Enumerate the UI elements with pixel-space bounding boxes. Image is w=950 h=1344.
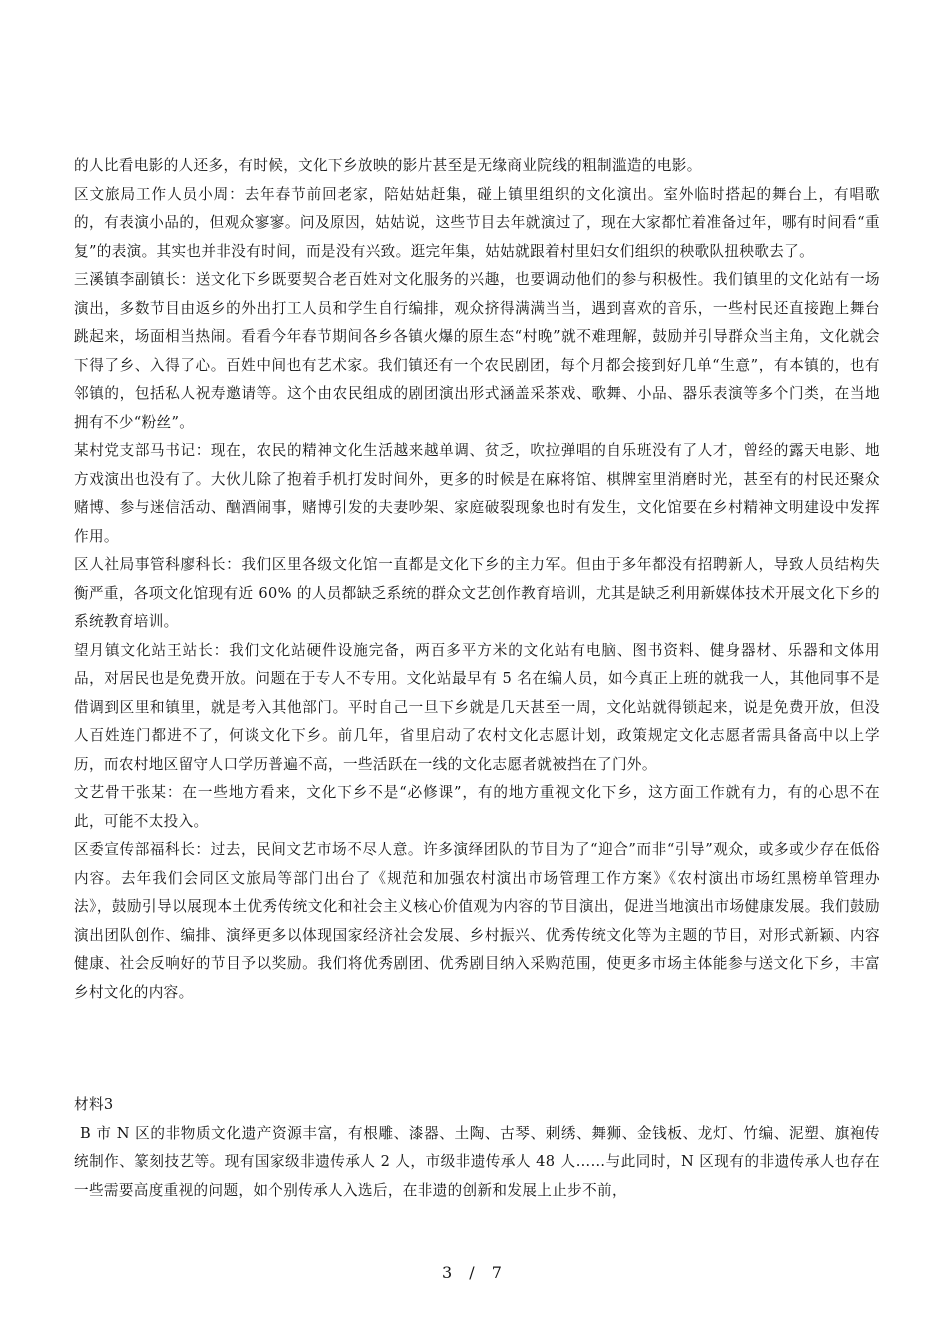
document-body	[74, 152, 880, 1205]
section-spacer	[74, 1007, 880, 1091]
paragraph-zhang-backbone: 文艺骨干张某：在一些地方看来，文化下乡不是“必修课”，有的地方重视文化下乡，这方面工作就有力，有的心思不在此，可能不太投入。	[74, 784, 880, 830]
paragraph-film-continuation: 的人比看电影的人还多，有时候，文化下乡放映的影片甚至是无缘商业院线的粗制滥造的电影。	[74, 157, 702, 174]
paragraph-xiaozhou: 区文旅局工作人员小周：去年春节前回老家，陪姑姑赶集，碰上镇里组织的文化演出。室外临时搭起的舞台上，有唱歌的，有表演小品的，但观众寥寥。问及原因，姑姑说，这些节目去年就演过了，现在大家都忙着准备过年，哪有时间看“重复”的表演。其实也并非没有时间，而是没有兴致。逛完年集，姑姑就跟着村里妇女们组织的秧歌队扭秧歌去了。	[74, 185, 880, 260]
paragraph-li-deputy-mayor: 三溪镇李副镇长：送文化下乡既要契合老百姓对文化服务的兴趣，也要调动他们的参与积极性。我们镇里的文化站有一场演出，多数节目由返乡的外出打工人员和学生自行编排，观众挤得满满当当，遇到喜欢的音乐，一些村民还直接跑上舞台跳起来，场面相当热闹。看看今年春节期间各乡各镇火爆的原生态“村晚”就不难理解，鼓励并引导群众当主角，文化就会下得了乡、入得了心。百姓中间也有艺术家。我们镇还有一个农民剧团，每个月都会接到好几单“生意”，有本镇的，也有邻镇的，包括私人祝寿邀请等。这个由农民组成的剧团演出形式涵盖采茶戏、歌舞、小品、器乐表演等多个门类，在当地拥有不少“粉丝”。	[74, 271, 880, 431]
page-number: 3 / 7	[442, 1263, 508, 1282]
paragraph-fu-section-chief: 区委宣传部福科长：过去，民间文艺市场不尽人意。许多演绎团队的节目为了“迎合”而非“引导”观众，或多或少存在低俗内容。去年我们会同区文旅局等部门出台了《规范和加强农村演出市场管理工作方案》《农村演出市场红黑榜单管理办法》，鼓励引导以展现本土优秀传统文化和社会主义核心价值观为内容的节目演出，促进当地演出市场健康发展。我们鼓励演出团队创作、编排、演绎更多以体现国家经济社会发展、乡村振兴、优秀传统文化等为主题的节目，对形式新颖、内容健康、社会反响好的节目予以奖励。我们将优秀剧团、优秀剧目纳入采购范围，使更多市场主体能参与送文化下乡，丰富乡村文化的内容。	[74, 841, 880, 1001]
paragraph-liao-section-chief: 区人社局事管科廖科长：我们区里各级文化馆一直都是文化下乡的主力军。但由于多年都没有招聘新人，导致人员结构失衡严重，各项文化馆现有近 60% 的人员都缺乏系统的群众文艺创作教育培训，尤其是缺乏利用新媒体技术开展文化下乡的系统教育培训。	[74, 556, 880, 630]
paragraph-ma-secretary: 某村党支部马书记：现在，农民的精神文化生活越来越单调、贫乏，吹拉弹唱的自乐班没有了人才，曾经的露天电影、地方戏演出也没有了。大伙儿除了抱着手机打发时间外，更多的时候是在麻将馆、棋牌室里消磨时光，甚至有的村民还聚众赌博、参与迷信活动、酗酒闹事，赌博引发的夫妻吵架、家庭破裂现象也时有发生，文化馆要在乡村精神文明建设中发挥作用。	[74, 442, 880, 545]
section-heading: 材料3	[74, 1096, 114, 1113]
paragraph-material-3: B 市 N 区的非物质文化遗产资源丰富，有根雕、漆器、土陶、古琴、刺绣、舞狮、金钱板、龙灯、竹编、泥塑、旗袍传统制作、篆刻技艺等。现有国家级非遗传承人 2 人，市级非遗传承人 48 人……与此同时，N 区现有的非遗传承人也存在一些需要高度重视的问题，如个别传承人入选后，在非遗的创新和发展上止步不前，	[74, 1124, 880, 1199]
paragraph-wang-station-chief: 望月镇文化站王站长：我们文化站硬件设施完备，两百多平方米的文化站有电脑、图书资料、健身器材、乐器和文体用品，对居民也是免费开放。问题在于专人不专用。文化站最早有 5 名在编人员，如今真正上班的就我一人，其他同事不是借调到区里和镇里，就是考入其他部门。平时自己一旦下乡就是几天甚至一周，文化站就得锁起来，说是免费开放，但没人百姓连门都进不了，何谈文化下乡。前几年，省里启动了农村文化志愿计划，政策规定文化志愿者需具备高中以上学历，而农村地区留守人口学历普遍不高，一些活跃在一线的文化志愿者就被挡在了门外。	[74, 641, 880, 773]
